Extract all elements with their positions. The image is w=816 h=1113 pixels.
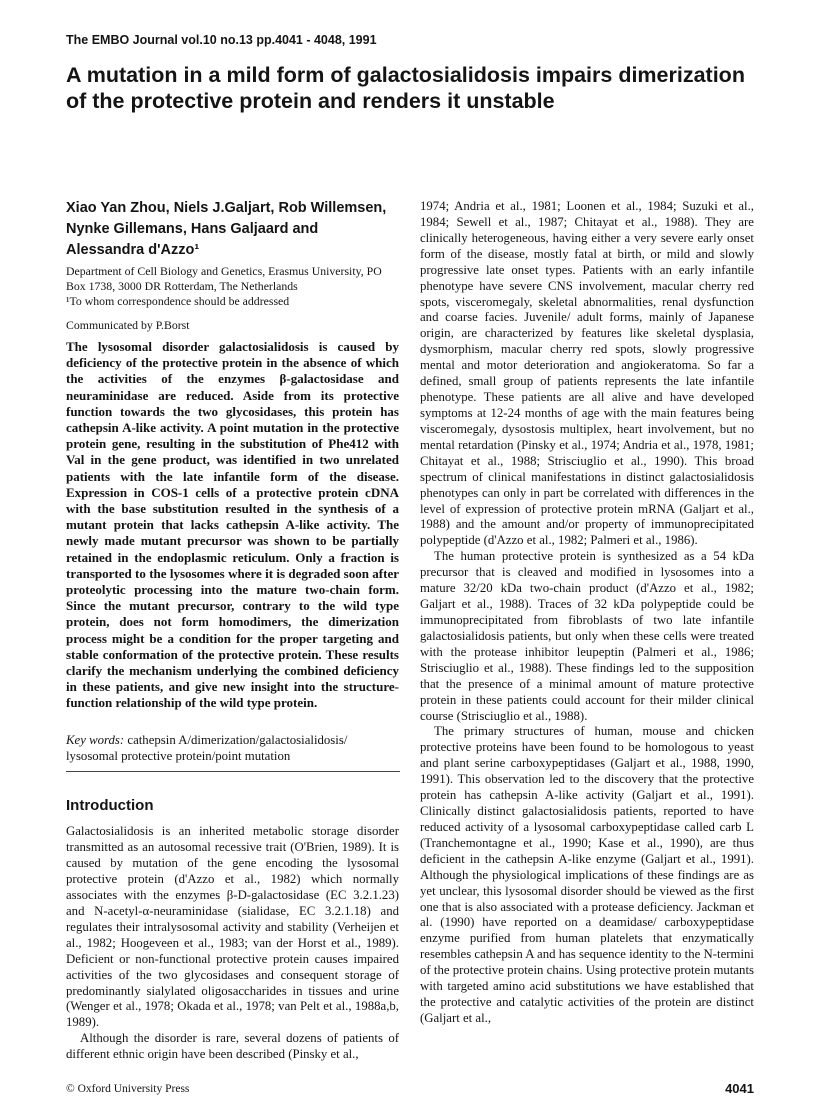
section-divider (66, 771, 400, 772)
affiliation: Department of Cell Biology and Genetics, Erasmus University, PO Box 1738, 3000 DR Rotterdam, The Netherlands (66, 264, 382, 293)
correspondence-note: ¹To whom correspondence should be addressed (66, 294, 290, 308)
affiliation-block (66, 264, 396, 309)
introduction-body (66, 824, 399, 1063)
keywords-text: cathepsin A/dimerization/galactosialidosis/ lysosomal protective protein/point mutation (66, 733, 348, 763)
article-title: A mutation in a mild form of galactosialidosis impairs dimerization of the protective protein and renders it unstable (66, 63, 745, 113)
communicated-by: Communicated by P.Borst (66, 318, 190, 332)
abstract: The lysosomal disorder galactosialidosis is caused by deficiency of the protective protein in the absence of which the activities of the enzymes β-galactosidase and neuraminidase are reduced. Aside from its protective function towards the two glycosidases, this protein has cathepsin A-like activity. A point mutation in the protective protein gene, resulting in the substitution of Phe412 with Val in the gene product, was identified in two unrelated patients with the late infantile form of the disease. Expression in COS-1 cells of a protective protein cDNA with the base substitution resulted in the synthesis of a mutant protein that lacks cathepsin A-like activity. The newly made mutant precursor was shown to be partially retained in the endoplasmic reticulum. Only a fraction is transported to the lysosomes where it is degraded soon after proteolytic processing into the mature two-chain form. Since the mutant precursor, contrary to the wild type protein, does not form homodimers, the dimerization process might be a condition for the proper targeting and stable conformation of the protective protein. These results clarify the mechanism underlying the combined deficiency in these patients, and give new insight into the structure-function relationship of the wild type protein. (66, 339, 399, 711)
introduction-paragraph-2: Although the disorder is rare, several dozens of patients of different ethnic origin have been described (Pinsky et al., (66, 1031, 399, 1062)
right-paragraph-3: The primary structures of human, mouse and chicken protective proteins have been found to be homologous to yeast and plant serine carboxypeptidases (Galjart et al., 1988, 1990, 1991). This observation led to the discovery that the protective protein has cathepsin A-like activity (Galjart et al., 1991). Clinically distinct galactosialidosis patients, reported to have reduced activity of a lysosomal carboxypeptidase called carb L (Tranchemontagne et al., 1990; Kase et al., 1990), are thus deficient in the cathepsin A-like enzyme (Galjart et al., 1991). Although the physiological implications of these findings are as yet unclear, this lysosomal disorder should be viewed as the first one that is also associated with a protease deficiency. Jackman et al. (1990) have reported on a deamidase/ carboxypeptidase enzyme purified from human platelets that enzymatically resembles cathepsin A and has sequence identity to the N-termini of the protective protein chains. Using protective protein mutants with targeted amino acid substitutions we have established that the protective and catalytic activities of the protein are distinct (Galjart et al., (420, 724, 754, 1026)
author-list: Xiao Yan Zhou, Niels J.Galjart, Rob Willemsen, Nynke Gillemans, Hans Galjaard and Alessandra d'Azzo¹ (66, 200, 387, 258)
keywords-label: Key words: (66, 733, 125, 747)
keywords (66, 732, 399, 764)
introduction-paragraph-1: Galactosialidosis is an inherited metabolic storage disorder transmitted as an autosomal recessive trait (O'Brien, 1989). It is caused by mutation of the gene encoding the lysosomal protective protein (d'Azzo et al., 1982) which normally associates with the enzymes β-D-galactosidase (EC 3.2.1.23) and N-acetyl-α-neuraminidase (sialidase, EC 3.2.1.18) and regulates their intralysosomal activity and stability (Verheijen et al., 1982; Hoogeveen et al., 1983; van der Horst et al., 1989). Deficient or non-functional protective protein causes impaired activities of the two glycosidases and consequent storage of predominantly sialylated oligosaccharides in tissues and urine (Wenger et al., 1978; Okada et al., 1978; van Pelt et al., 1988a,b, 1989). (66, 824, 399, 1030)
right-paragraph-1: 1974; Andria et al., 1981; Loonen et al., 1984; Suzuki et al., 1984; Sewell et al., 1987; Chitayat et al., 1988). They are clinically heterogeneous, having either a very severe early onset form of the disease, mostly fatal at birth, or mild and slowly progressive late onset types. Patients with an early infantile phenotype have severe CNS involvement, macular cherry red spots, visceromegaly, skeletal abnormalities, renal dysfunction and coarse facies. Juvenile/ adult forms, mainly of Japanese origin, are characterized by features like skeletal dysplasia, dysmorphism, macular cherry red spots, slowly progressive mental and motor deterioration and angiokeratoma. So far a defined, small group of patients represents the late infantile phenotype. These patients are all alive and have developed symptoms at 12-24 months of age with the main features being visceromegaly, dysostosis multiplex, heart involvement, but no mental retardation (Pinsky et al., 1974; Andria et al., 1978, 1981; Chitayat et al., 1988; Strisciuglio et al., 1990). This broad spectrum of clinical manifestations in distinct galactosialidosis phenotypes can only in part be correlated with differences in the level of expression of protective protein mRNA (Galjart et al., 1988) and the amount and/or property of immunoprecipitated polypeptide (d'Azzo et al., 1982; Palmeri et al., 1986). (420, 199, 754, 548)
journal-header: The EMBO Journal vol.10 no.13 pp.4041 - 4048, 1991 (66, 33, 377, 47)
right-paragraph-2: The human protective protein is synthesized as a 54 kDa precursor that is cleaved and modified in lysosomes into a mature 32/20 kDa two-chain product (d'Azzo et al., 1982; Galjart et al., 1988). Traces of 32 kDa polypeptide could be immunoprecipitated from fibroblasts of two late infantile galactosialidosis patients, but only when these cells were treated with the protease inhibitor leupeptin (Palmeri et al., 1986; Strisciuglio et al., 1988). These findings led to the supposition that the presence of a minimal amount of mature protective protein in these patients could account for their milder clinical course (Strisciuglio et al., 1988). (420, 549, 754, 723)
right-column (420, 199, 754, 1027)
page-number: 4041 (725, 1081, 754, 1096)
copyright-notice: © Oxford University Press (66, 1083, 190, 1095)
introduction-heading: Introduction (66, 797, 154, 814)
